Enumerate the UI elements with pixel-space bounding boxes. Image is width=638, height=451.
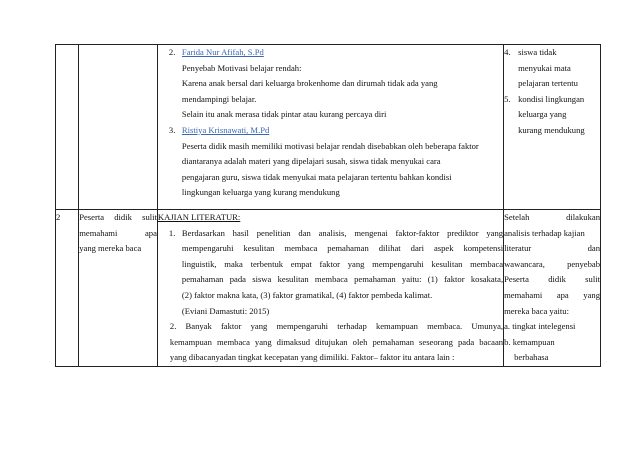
answer-line: Berdasarkan hasil penelitian dan analisis, mengenai faktor-faktor prediktor yang (181, 227, 504, 238)
question-line: memahami apa (79, 227, 157, 238)
item-number: 2. (168, 47, 176, 57)
list-item (504, 92, 600, 108)
list-item (158, 45, 503, 61)
answer-line: Penyebab Motivasi belajar rendah: (181, 62, 302, 73)
answer-line: linguistik, maka terbentuk empat faktor yang mempengaruhi kesulitan membaca (181, 258, 504, 269)
answer-line: lingkungan keluarga yang kurang mendukung (181, 187, 340, 198)
conclusion-line: siswa tidak (518, 47, 557, 57)
question-line: Peserta didik sulit (79, 212, 157, 222)
item-number: 5. (504, 93, 511, 104)
answer-line: pemahaman pada siswa kesulitan membaca pemahaman yaitu: (1) faktor kosakata, (181, 274, 504, 285)
conclusion-line: Setelah dilakukan (504, 212, 600, 222)
row-number: 2 (56, 212, 61, 222)
answer-line: yang dibacanyadan tingkat kecepatan yang dimiliki. Faktor– faktor itu antara lain : (169, 352, 455, 363)
conclusion-line: keluarga yang (518, 109, 567, 120)
conclusion-line: memahami apa yang (504, 289, 600, 300)
item-number: 4. (504, 47, 511, 57)
answer-line: Karena anak bersal dari keluarga brokenhome dan dirumah tidak ada yang (181, 78, 438, 89)
answer-cell (157, 45, 503, 210)
question-cell (79, 210, 158, 367)
conclusion-line: pelajaran tertentu (518, 78, 578, 89)
conclusion-line: Peserta didik sulit (504, 274, 600, 285)
answer-line: Selain itu anak merasa tidak pintar atau kurang percaya diri (181, 109, 387, 120)
list-item (504, 45, 600, 61)
conclusion-line: berbahasa (514, 352, 549, 363)
conclusion-line: b. kemampuan (504, 336, 555, 347)
interviewee-name-link[interactable]: Ristiya Krisnawati, M.Pd (181, 124, 270, 135)
question-line: yang mereka baca (79, 243, 142, 254)
item-number: 3. (168, 124, 176, 135)
item-number: 1. (168, 227, 176, 238)
table-row (56, 210, 601, 367)
conclusion-line: literatur dan (504, 243, 600, 254)
row-number-cell (56, 210, 79, 367)
answer-cell (157, 210, 503, 367)
row-number-cell (56, 45, 79, 210)
conclusion-cell (504, 210, 601, 367)
answer-line: mempengaruhi kesulitan membaca pemahaman dilihat dari aspek kompetensi (181, 243, 504, 254)
table-row (56, 45, 601, 210)
conclusion-line: analisis terhadap kajian (504, 227, 585, 238)
conclusion-line: wawancara, penyebab (504, 258, 600, 269)
list-item (158, 123, 503, 139)
conclusion-line: kondisi lingkungan (518, 93, 585, 104)
conclusion-line: a. tingkat intelegensi (504, 321, 576, 332)
conclusion-cell (504, 45, 601, 210)
conclusion-line: mereka baca yaitu: (504, 305, 569, 316)
question-cell (79, 45, 158, 210)
section-heading: KAJIAN LITERATUR: (157, 212, 241, 222)
list-item (158, 226, 503, 242)
conclusion-line: menyukai mata (518, 62, 571, 73)
answer-line: kemampuan membaca yang dimaksud ditujukan oleh pemahaman seseorang pada bacaan (169, 336, 504, 347)
conclusion-line: kurang mendukung (518, 124, 585, 135)
answer-line: diantaranya adalah materi yang dipelajari susah, siswa tidak menyukai cara (181, 156, 441, 167)
answer-line: (2) faktor makna kata, (3) faktor gramatikal, (4) faktor pembeda kalimat. (181, 289, 433, 300)
research-table (55, 44, 601, 367)
answer-line: mendampingi belajar. (181, 93, 257, 104)
answer-line: Peserta didik masih memiliki motivasi belajar rendah disebabkan oleh beberapa faktor (181, 140, 479, 151)
answer-line: pengajaran guru, siswa tidak menyukai mata pelajaran tertentu bahkan kondisi (181, 171, 452, 182)
interviewee-name-link[interactable]: Farida Nur Afifah, S.Pd (181, 47, 264, 57)
citation: (Eviani Damastuti: 2015) (181, 305, 270, 316)
answer-line: 2. Banyak faktor yang mempengaruhi terhadap kemampuan membaca. Umunya, (169, 321, 504, 332)
